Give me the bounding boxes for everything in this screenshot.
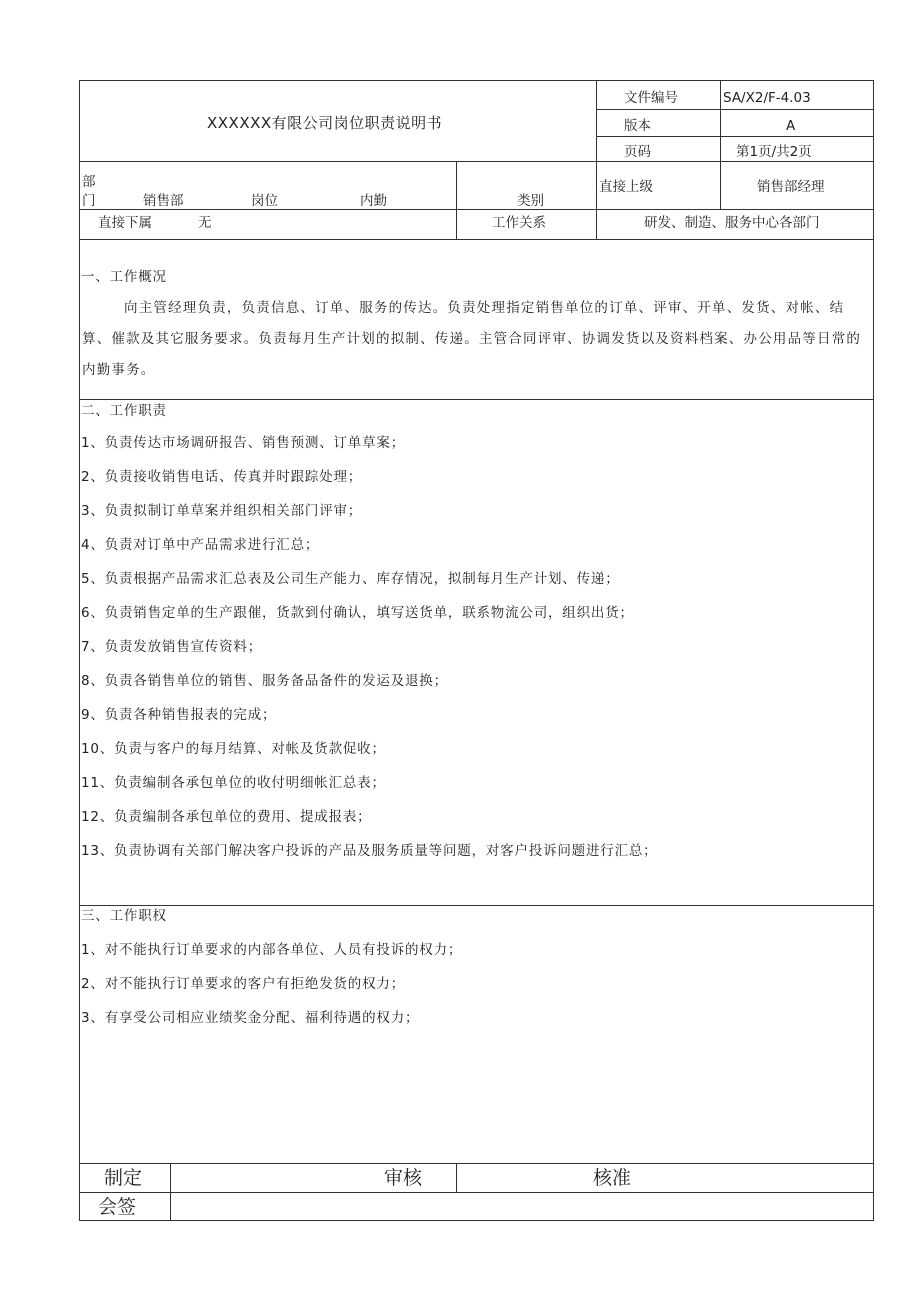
duty-item: 9、负责各种销售报表的完成； — [81, 707, 277, 723]
footer-divider — [170, 1163, 171, 1221]
subordinate-label: 直接下属 — [98, 215, 152, 231]
superior-value: 销售部经理 — [757, 179, 825, 195]
header-bottom-line — [80, 161, 874, 162]
header-row-line — [596, 136, 874, 137]
info-bottom-line — [80, 239, 874, 240]
header-divider — [596, 81, 597, 161]
duty-item: 13、负责协调有关部门解决客户投诉的产品及服务质量等问题，对客户投诉问题进行汇总； — [81, 843, 658, 859]
info-divider — [456, 161, 457, 239]
duty-item: 12、负责编制各承包单位的费用、提成报表； — [81, 809, 372, 825]
header-divider — [720, 81, 721, 161]
approve-label: 核准 — [593, 1167, 632, 1189]
info-divider — [596, 161, 597, 239]
file-no-value: SA/X2/F-4.03 — [723, 90, 811, 106]
footer-divider — [456, 1163, 457, 1192]
relation-value: 研发、制造、服务中心各部门 — [644, 215, 820, 231]
duties-heading: 二、工作职责 — [81, 403, 167, 419]
duty-item: 11、负责编制各承包单位的收付明细帐汇总表； — [81, 775, 386, 791]
version-value: A — [786, 118, 796, 134]
page-value: 第1页/共2页 — [736, 144, 812, 160]
job-description-document — [79, 80, 874, 1221]
duty-item: 7、负责发放销售宣传资料； — [81, 639, 262, 655]
authority-item: 3、有享受公司相应业绩奖金分配、福利待遇的权力； — [81, 1010, 420, 1026]
dept-value: 销售部 — [143, 193, 184, 209]
dept-label-2: 门 — [82, 193, 96, 209]
footer-row-line — [80, 1192, 874, 1193]
review-label: 审核 — [384, 1167, 423, 1189]
dept-label-1: 部 — [82, 174, 96, 190]
authority-item: 2、对不能执行订单要求的客户有拒绝发货的权力； — [81, 976, 405, 992]
overview-heading: 一、工作概况 — [81, 269, 167, 285]
countersign-label: 会签 — [98, 1196, 137, 1218]
footer-top-line — [80, 1163, 874, 1164]
file-no-label: 文件编号 — [624, 90, 678, 106]
duty-item: 8、负责各销售单位的销售、服务备品备件的发运及退换； — [81, 673, 448, 689]
category-label: 类别 — [517, 193, 544, 209]
overview-text: 向主管经理负责，负责信息、订单、服务的传达。负责处理指定销售单位的订单、评审、开单、发货、对帐、结算、催款及其它服务要求。负责每月生产计划的拟制、传递。主管合同评审、协调发货以及资料档案、办公用品等日常的内勤事务。 — [82, 300, 862, 378]
relation-label: 工作关系 — [492, 215, 546, 231]
post-label: 岗位 — [251, 193, 278, 209]
duty-item: 1、负责传达市场调研报告、销售预测、订单草案； — [81, 435, 405, 451]
subordinate-value: 无 — [198, 215, 212, 231]
version-label: 版本 — [624, 118, 651, 134]
authority-heading: 三、工作职权 — [81, 908, 167, 924]
duty-item: 4、负责对订单中产品需求进行汇总； — [81, 537, 320, 553]
header-row-line — [596, 109, 874, 110]
duty-item: 2、负责接收销售电话、传真并时跟踪处理； — [81, 469, 363, 485]
info-row-line — [80, 209, 874, 210]
document-title: XXXXXX有限公司岗位职责说明书 — [207, 114, 443, 132]
section-divider — [80, 905, 874, 906]
duty-item: 5、负责根据产品需求汇总表及公司生产能力、库存情况，拟制每月生产计划、传递； — [81, 571, 620, 587]
superior-label: 直接上级 — [599, 179, 653, 195]
authority-item: 1、对不能执行订单要求的内部各单位、人员有投诉的权力； — [81, 942, 463, 958]
duty-item: 10、负责与客户的每月结算、对帐及货款促收； — [81, 741, 386, 757]
duty-item: 6、负责销售定单的生产跟催，货款到付确认，填写送货单，联系物流公司，组织出货； — [81, 605, 634, 621]
duty-item: 3、负责拟制订单草案并组织相关部门评审； — [81, 503, 363, 519]
page-label: 页码 — [624, 144, 651, 160]
post-value: 内勤 — [360, 193, 387, 209]
made-label: 制定 — [104, 1167, 143, 1189]
info-divider — [720, 161, 721, 209]
section-divider — [80, 399, 874, 400]
